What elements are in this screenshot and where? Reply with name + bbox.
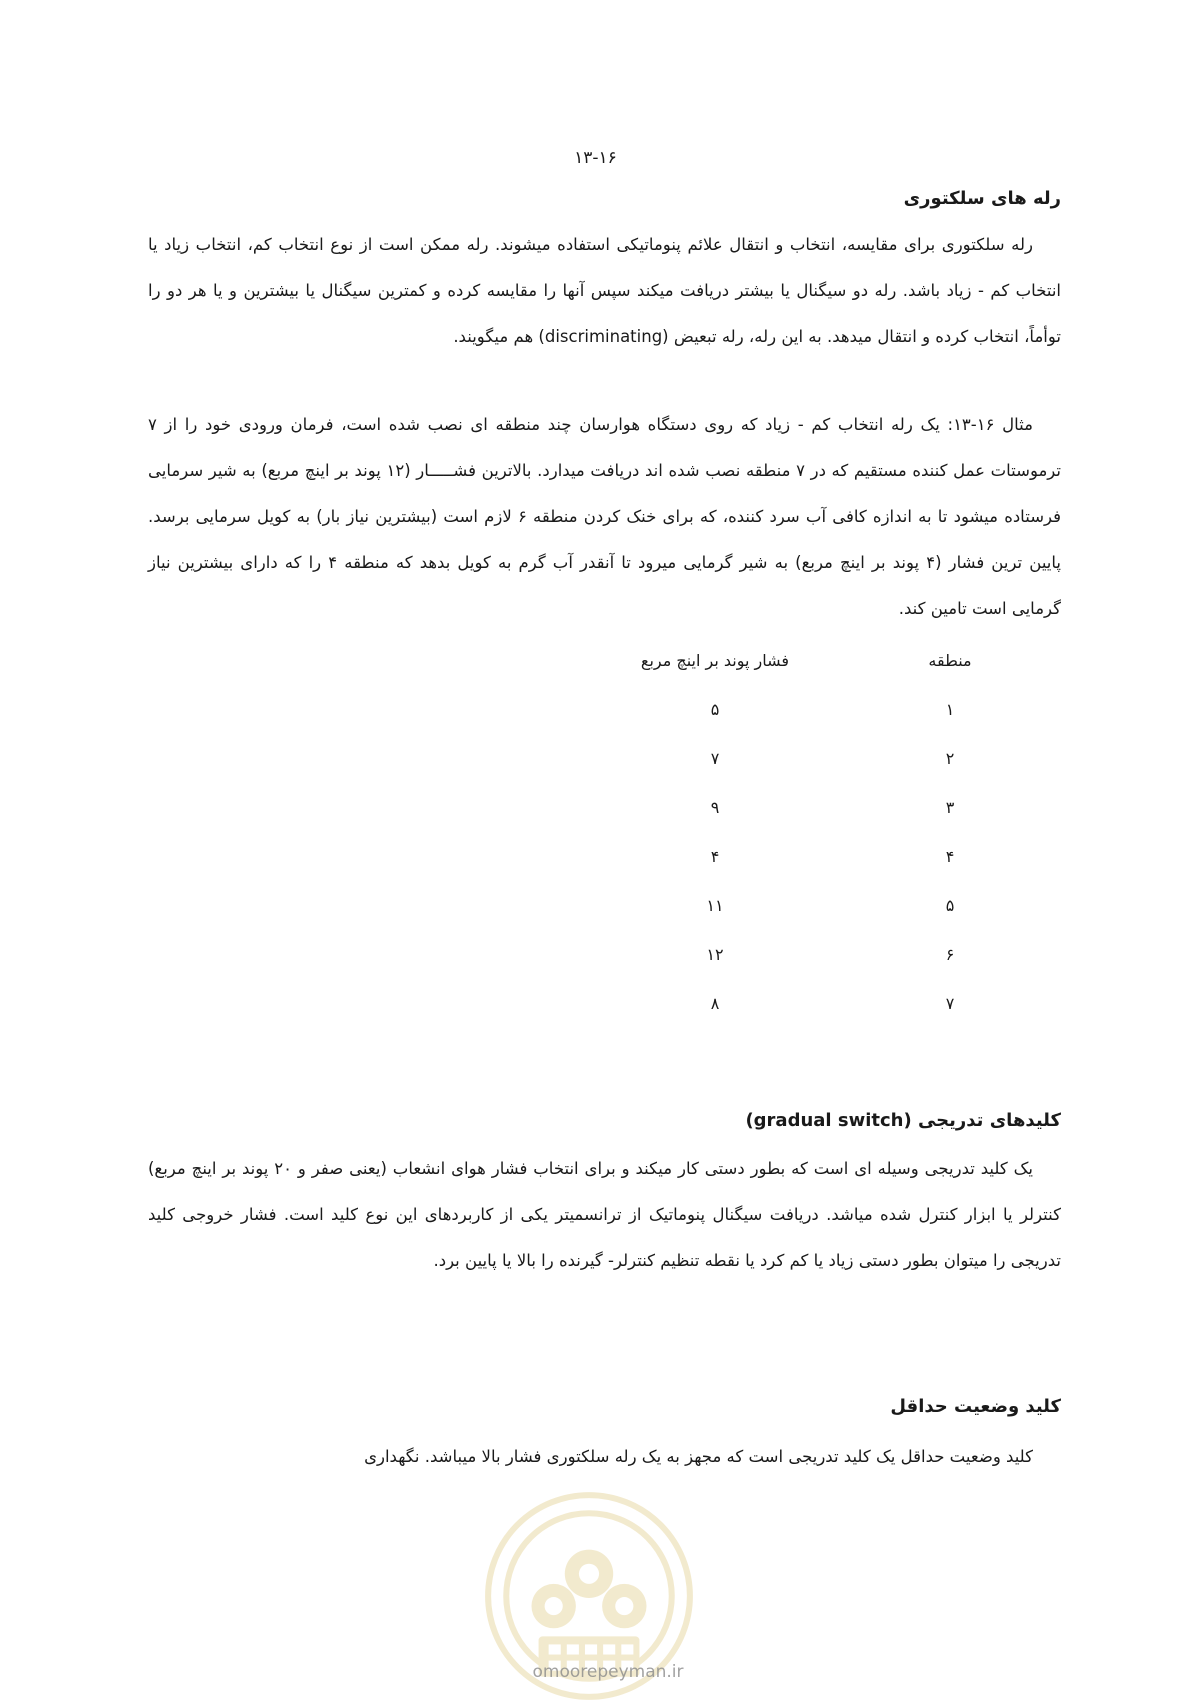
table-cell-zone: ۶ [945,945,955,964]
section-heading-minimum-position-switch: کلید وضعیت حداقل [890,1396,1061,1417]
table-row [540,881,1010,930]
table-cell-pressure: ۸ [710,994,720,1013]
section-heading-selector-relays: رله های سلکتوری [903,188,1061,209]
table-row [540,930,1010,979]
paragraph-example [148,402,1061,632]
table-row [540,832,1010,881]
paragraph-text: رله سلکتوری برای مقایسه، انتخاب و انتقال علائم پنوماتیکی استفاده میشوند. رله ممکن است از نوع انتخاب کم، انتخاب زیاد یا انتخاب کم - زیاد باشد. رله دو سیگنال یا بیشتر دریافت میکند سپس آنها را مقایسه کرده و کمترین سیگنال یا بیشترین و یا هر دو را توأماً، انتخاب کرده و انتقال میدهد. به این رله، رله تبعیض (discriminating) هم میگویند. [148,235,1061,346]
paragraph-minimum-position-switch [148,1434,1061,1480]
table-row [540,979,1010,1028]
table-row [540,685,1010,734]
table-cell-zone: ۵ [945,896,955,915]
page-number: ۱۳-۱۶ [574,148,617,168]
table-row [540,734,1010,783]
paragraph-text: یک کلید تدریجی وسیله ای است که بطور دستی کار میکند و برای انتخاب فشار هوای انشعاب (یعنی صفر و ۲۰ پوند بر اینچ مربع) کنترلر یا ابزار کنترل شده میاشد. دریافت سیگنال پنوماتیک از ترانسمیتر یکی از کاربردهای این نوع کلید است. فشار خروجی کلید تدریجی را میتوان بطور دستی زیاد یا کم کرد یا نقطه تنظیم کنترلر- گیرنده را بالا یا پایین برد. [148,1159,1061,1270]
section-heading-gradual-switch: کلیدهای تدریجی (gradual switch) [745,1110,1061,1131]
table-cell-pressure: ۱۲ [706,945,724,964]
table-header-zone: منطقه [928,651,972,670]
table-cell-zone: ۴ [945,847,955,866]
watermark-text: omoorepeyman.ir [532,1662,684,1682]
table-cell-zone: ۱ [945,700,955,719]
table-cell-pressure: ۵ [710,700,720,719]
table-header-pressure: فشار پوند بر اینچ مربع [640,651,790,670]
table-cell-zone: ۳ [945,798,955,817]
table-cell-zone: ۷ [945,994,955,1013]
table-header-row [540,636,1010,685]
paragraph-text: مثال ۱۶-۱۳: یک رله انتخاب کم - زیاد که روی دستگاه هوارسان چند منطقه ای نصب شده است، فرمان ورودی خود را از ۷ ترموستات عمل کننده مستقیم که در ۷ منطقه نصب شده اند دریافت میدارد. بالاترین فشـــــار (۱۲ پوند بر اینچ مربع) به شیر سرمایی فرستاده میشود تا به اندازه کافی آب سرد کننده، که برای خنک کردن منطقه ۶ لازم است (بیشترین نیاز بار) به کویل سرمایی برسد. پایین ترین فشار (۴ پوند بر اینچ مربع) به شیر گرمایی میرود تا آنقدر آب گرم به کویل بدهد که منطقه ۴ را که دارای بیشترین نیاز گرمایی است تامین کند. [148,415,1062,618]
paragraph-selector-relays [148,222,1061,360]
table-row [540,783,1010,832]
table-cell-zone: ۲ [945,749,955,768]
paragraph-text: کلید وضعیت حداقل یک کلید تدریجی است که مجهز به یک رله سلکتوری فشار بالا میباشد. نگهداری [364,1447,1033,1466]
zone-pressure-table [540,651,1010,1028]
table-cell-pressure: ۴ [710,847,720,866]
table-cell-pressure: ۷ [710,749,720,768]
table-cell-pressure: ۹ [710,798,720,817]
table-cell-pressure: ۱۱ [706,896,724,915]
paragraph-gradual-switch [148,1146,1061,1284]
